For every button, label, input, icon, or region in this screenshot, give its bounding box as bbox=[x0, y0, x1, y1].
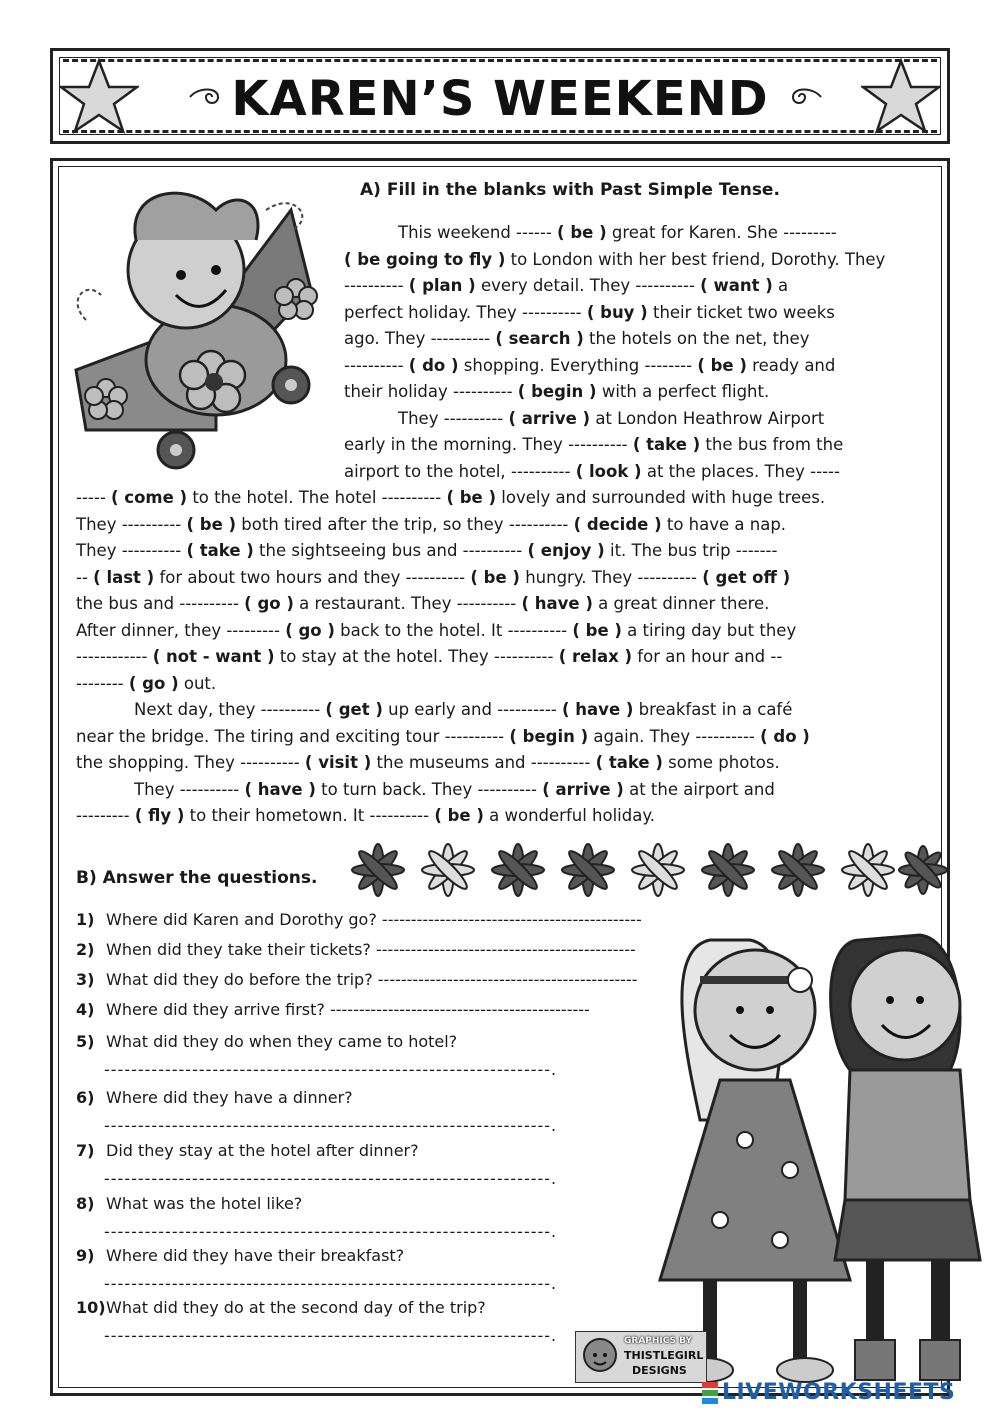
passage-line bbox=[134, 697, 792, 724]
question-item bbox=[76, 1000, 590, 1019]
passage-text: shopping. Everything -------- bbox=[458, 355, 698, 375]
verb-hint: ( get ) bbox=[325, 700, 383, 719]
section-b-heading: B) Answer the questions. bbox=[76, 868, 318, 888]
verb-hint: ( visit ) bbox=[304, 753, 372, 772]
passage-text: ------------ bbox=[76, 647, 153, 666]
question-item bbox=[76, 1194, 302, 1213]
verb-hint: ( want ) bbox=[700, 276, 773, 295]
verb-hint: ( be ) bbox=[470, 567, 520, 587]
question-text: What did they do when they came to hotel? bbox=[106, 1032, 458, 1051]
passage-line bbox=[344, 300, 835, 327]
verb-hint: ( take ) bbox=[632, 435, 701, 454]
question-text: What was the hotel like? bbox=[106, 1194, 303, 1213]
passage-text: again. They ---------- bbox=[588, 726, 761, 746]
answer-line[interactable]: ------------------------------------------------------------------. bbox=[104, 1326, 558, 1345]
verb-hint: ( have ) bbox=[562, 700, 634, 719]
passage-text: a tiring day but they bbox=[621, 620, 797, 640]
passage-text: to have a nap. bbox=[661, 514, 787, 534]
question-number: 6) bbox=[76, 1088, 95, 1107]
flower-border-decoration bbox=[348, 840, 948, 900]
passage-text: lovely and surrounded with huge trees. bbox=[496, 488, 826, 507]
answer-line[interactable]: ------------------------------------------------------------------. bbox=[104, 1116, 558, 1135]
verb-hint: ( search ) bbox=[495, 329, 584, 348]
question-number: 8) bbox=[76, 1194, 95, 1213]
verb-hint: ( be ) bbox=[446, 488, 497, 507]
passage-line bbox=[344, 273, 788, 300]
passage-line bbox=[76, 618, 796, 645]
passage-text: early in the morning. They ---------- bbox=[344, 435, 633, 454]
graphics-credit-box bbox=[575, 1331, 707, 1383]
verb-hint: ( begin ) bbox=[509, 726, 589, 746]
passage-text: near the bridge. The tiring and exciting tour ---------- bbox=[76, 726, 510, 746]
passage-text: to stay at the hotel. They ---------- bbox=[274, 647, 559, 666]
verb-hint: ( do ) bbox=[408, 355, 459, 375]
verb-hint: ( relax ) bbox=[558, 647, 633, 666]
passage-line bbox=[344, 326, 809, 353]
verb-hint: ( buy ) bbox=[586, 302, 648, 322]
question-item bbox=[76, 910, 642, 929]
passage-text: the bus from the bbox=[700, 435, 844, 454]
question-number: 9) bbox=[76, 1246, 95, 1265]
question-number: 3) bbox=[76, 970, 95, 989]
passage-text: ---------- bbox=[344, 276, 409, 295]
passage-line bbox=[76, 803, 655, 830]
passage-line bbox=[76, 565, 790, 592]
passage-text: for about two hours and they ---------- bbox=[154, 567, 471, 587]
passage-text: a great dinner there. bbox=[592, 594, 770, 613]
passage-text: for an hour and -- bbox=[632, 647, 783, 666]
passage-text: the sightseeing bus and ---------- bbox=[253, 541, 528, 560]
passage-text: hungry. They ---------- bbox=[519, 567, 703, 587]
question-item bbox=[76, 970, 638, 989]
passage-text: at London Heathrow Airport bbox=[590, 408, 825, 428]
credit-line-3: DESIGNS bbox=[632, 1364, 687, 1377]
verb-hint: ( be ) bbox=[434, 806, 484, 825]
verb-hint: ( be ) bbox=[697, 355, 747, 375]
passage-text: both tired after the trip, so they ---------- bbox=[236, 514, 574, 534]
passage-text: to turn back. They ---------- bbox=[315, 779, 543, 799]
banner-dash-top bbox=[63, 59, 937, 62]
answer-line[interactable]: ------------------------------------------------------------------. bbox=[104, 1274, 558, 1293]
verb-hint: ( enjoy ) bbox=[527, 541, 605, 560]
answer-line[interactable]: ------------------------------------------------------------------. bbox=[104, 1060, 558, 1079]
liveworksheets-watermark: LIVEWORKSHEETS bbox=[722, 1380, 956, 1405]
passage-text: This weekend ------ bbox=[398, 223, 558, 242]
verb-hint: ( arrive ) bbox=[542, 779, 624, 799]
passage-line bbox=[344, 432, 843, 459]
banner-dash-bottom bbox=[63, 130, 937, 133]
passage-text: the shopping. They ---------- bbox=[76, 753, 305, 772]
question-text: Where did they arrive first? --------------------------------------------- bbox=[106, 1000, 590, 1019]
passage-text: perfect holiday. They ---------- bbox=[344, 302, 587, 322]
two-girls-illustration bbox=[620, 920, 990, 1390]
passage-text: some photos. bbox=[662, 753, 780, 772]
verb-hint: ( be ) bbox=[572, 620, 622, 640]
verb-hint: ( decide ) bbox=[573, 514, 662, 534]
title-banner bbox=[50, 48, 950, 144]
verb-hint: ( go ) bbox=[244, 594, 294, 613]
verb-hint: ( go ) bbox=[285, 620, 335, 640]
question-item bbox=[76, 1088, 353, 1107]
question-item bbox=[76, 1246, 404, 1265]
passage-text: the museums and ---------- bbox=[371, 753, 596, 772]
passage-line bbox=[398, 406, 824, 433]
passage-line bbox=[76, 644, 782, 671]
passage-text: their ticket two weeks bbox=[647, 302, 835, 322]
liveworksheets-logo-icon bbox=[702, 1382, 718, 1404]
question-number: 2) bbox=[76, 940, 95, 959]
passage-text: back to the hotel. It ---------- bbox=[334, 620, 573, 640]
passage-text: out. bbox=[178, 673, 217, 693]
question-number: 7) bbox=[76, 1141, 95, 1160]
verb-hint: ( go ) bbox=[128, 673, 179, 693]
passage-line bbox=[344, 379, 769, 406]
passage-text: ----- bbox=[76, 488, 112, 507]
verb-hint: ( arrive ) bbox=[508, 408, 591, 428]
passage-text: the hotels on the net, they bbox=[583, 329, 810, 348]
question-item bbox=[76, 1298, 486, 1317]
verb-hint: ( come ) bbox=[111, 488, 188, 507]
passage-line bbox=[76, 671, 216, 698]
passage-line bbox=[134, 777, 775, 804]
passage-text: every detail. They ---------- bbox=[475, 276, 701, 295]
verb-hint: ( have ) bbox=[244, 779, 316, 799]
question-text: Did they stay at the hotel after dinner? bbox=[106, 1141, 419, 1160]
passage-line bbox=[344, 247, 885, 274]
verb-hint: ( not - want ) bbox=[152, 647, 275, 666]
passage-text: They ---------- bbox=[398, 408, 509, 428]
question-text: When did they take their tickets? --------------------------------------------- bbox=[106, 940, 636, 959]
question-text: Where did Karen and Dorothy go? --------------------------------------------- bbox=[106, 910, 642, 929]
verb-hint: ( take ) bbox=[595, 753, 663, 772]
passage-text: breakfast in a café bbox=[633, 700, 793, 719]
artist-girl-icon bbox=[579, 1335, 621, 1379]
passage-line bbox=[76, 750, 780, 777]
passage-text: -------- bbox=[76, 673, 129, 693]
verb-hint: ( fly ) bbox=[134, 806, 185, 825]
credit-line-2: THISTLEGIRL bbox=[624, 1349, 704, 1362]
question-text: Where did they have a dinner? bbox=[106, 1088, 353, 1107]
question-text: Where did they have their breakfast? bbox=[106, 1246, 405, 1265]
passage-line bbox=[344, 459, 840, 486]
question-text: What did they do before the trip? --------------------------------------------- bbox=[106, 970, 638, 989]
passage-text: to their hometown. It ---------- bbox=[184, 806, 435, 825]
passage-text: it. The bus trip ------- bbox=[604, 541, 778, 560]
passage-line bbox=[344, 353, 835, 380]
answer-line[interactable]: ------------------------------------------------------------------. bbox=[104, 1169, 558, 1188]
question-number: 5) bbox=[76, 1032, 95, 1051]
passage-text: They ---------- bbox=[76, 541, 187, 560]
passage-text: their holiday ---------- bbox=[344, 382, 518, 401]
passage-text: a restaurant. They ---------- bbox=[293, 594, 522, 613]
verb-hint: ( have ) bbox=[521, 594, 593, 613]
passage-text: ---------- bbox=[344, 355, 409, 375]
question-text: What did they do at the second day of the trip? bbox=[106, 1298, 486, 1317]
passage-text: After dinner, they --------- bbox=[76, 620, 286, 640]
credit-line-1: GRAPHICS BY bbox=[624, 1336, 693, 1346]
verb-hint: ( begin ) bbox=[517, 382, 597, 401]
passage-text: at the airport and bbox=[623, 779, 775, 799]
passage-text: They ---------- bbox=[134, 779, 245, 799]
verb-hint: ( be ) bbox=[557, 223, 607, 242]
passage-line bbox=[76, 724, 810, 751]
page-title: KAREN’S WEEKEND bbox=[231, 71, 769, 127]
verb-hint: ( look ) bbox=[575, 461, 642, 481]
question-number: 4) bbox=[76, 1000, 95, 1019]
passage-line bbox=[398, 220, 837, 247]
passage-text: great for Karen. She --------- bbox=[606, 223, 837, 242]
question-item bbox=[76, 940, 636, 959]
passage-line bbox=[76, 512, 786, 539]
verb-hint: ( get off ) bbox=[702, 567, 791, 587]
passage-text: a bbox=[772, 276, 789, 295]
passage-text: a wonderful holiday. bbox=[483, 806, 656, 825]
question-item bbox=[76, 1141, 419, 1160]
passage-line bbox=[76, 485, 825, 512]
section-a-heading: A) Fill in the blanks with Past Simple Tense. bbox=[360, 180, 780, 200]
passage-text: up early and ---------- bbox=[382, 700, 563, 719]
verb-hint: ( be ) bbox=[186, 514, 237, 534]
passage-text: ready and bbox=[746, 355, 836, 375]
verb-hint: ( plan ) bbox=[408, 276, 476, 295]
passage-text: airport to the hotel, ---------- bbox=[344, 461, 576, 481]
airplane-girl-illustration bbox=[66, 170, 336, 480]
answer-line[interactable]: ------------------------------------------------------------------. bbox=[104, 1222, 558, 1241]
verb-hint: ( do ) bbox=[760, 726, 810, 746]
question-item bbox=[76, 1032, 457, 1051]
verb-hint: ( take ) bbox=[186, 541, 254, 560]
question-number: 1) bbox=[76, 910, 95, 929]
verb-hint: ( be going to fly ) bbox=[344, 249, 506, 269]
passage-line bbox=[76, 591, 769, 618]
passage-text: --------- bbox=[76, 806, 135, 825]
passage-text: the bus and ---------- bbox=[76, 594, 245, 613]
passage-text: to London with her best friend, Dorothy. They bbox=[505, 249, 886, 269]
passage-text: They ---------- bbox=[76, 514, 187, 534]
passage-line bbox=[76, 538, 777, 565]
passage-text: at the places. They ----- bbox=[641, 461, 840, 481]
question-number: 10) bbox=[76, 1298, 106, 1317]
passage-text: with a perfect flight. bbox=[596, 382, 770, 401]
passage-text: -- bbox=[76, 567, 94, 587]
passage-text: to the hotel. The hotel ---------- bbox=[187, 488, 447, 507]
passage-text: Next day, they ---------- bbox=[134, 700, 326, 719]
passage-text: ago. They ---------- bbox=[344, 329, 496, 348]
verb-hint: ( last ) bbox=[93, 567, 155, 587]
